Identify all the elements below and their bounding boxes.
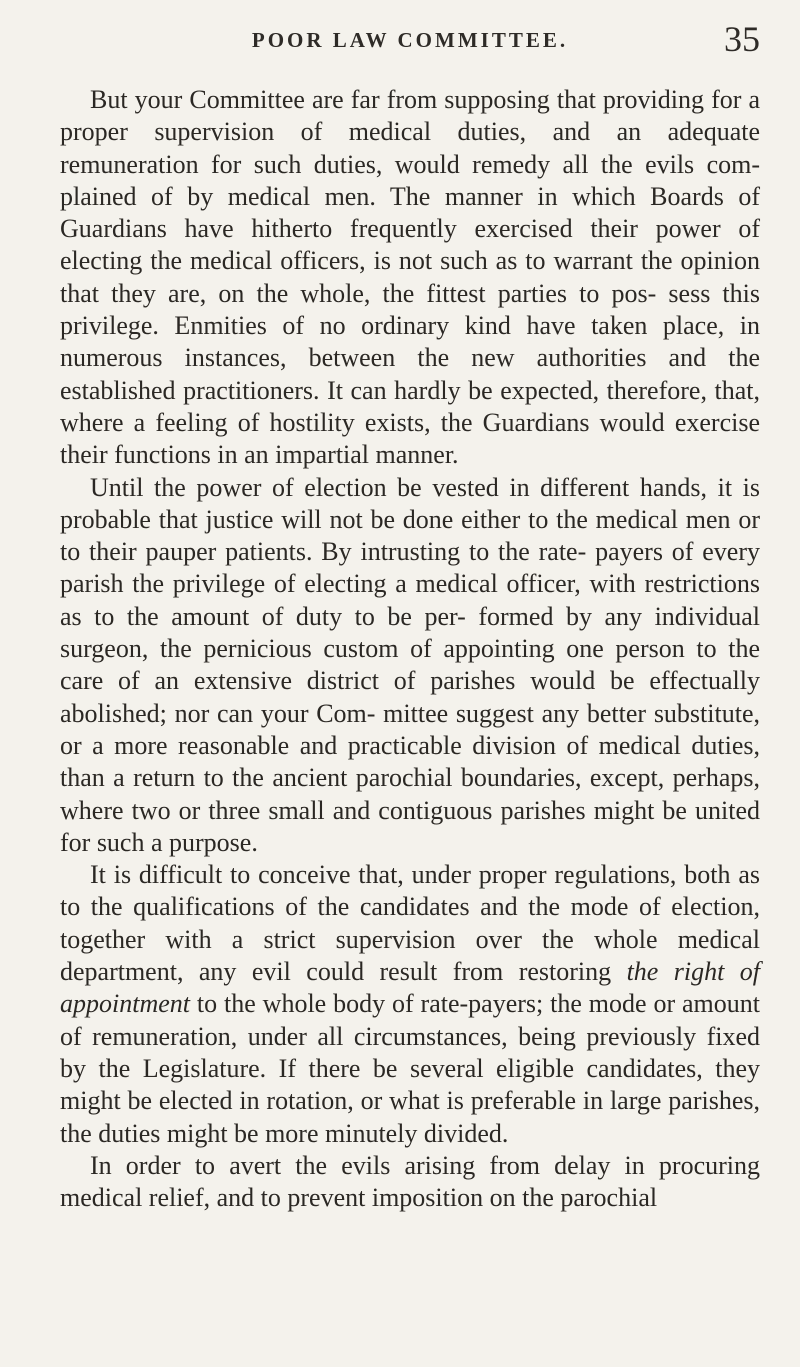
paragraph-1: But your Committee are far from supposing that providing for a proper supervision of medical duties, and an adequate remuneration for such duties, would remedy all the evils com- plained of by medical men. The manner in which Boards of Guardians have hitherto frequently exercised their power of electing the medical officers, is not such as to warrant the opinion that they are, on the whole, the fittest parties to pos- sess this privilege. Enmities of no ordinary kind have taken place, in numerous instances, between the new authorities and the established practitioners. It can hardly be expected, therefore, that, where a feeling of hostility exists, the Guardians would exercise their functions in an impartial manner. [60, 85, 760, 470]
paragraph-2: Until the power of election be vested in different hands, it is probable that justice will not be done either to the medical men or to their pauper patients. By intrusting to the rate- payers of every parish the privilege of electing a medical officer, with restrictions as to the amount of duty to be per- formed by any individual surgeon, the pernicious custom of appointing one person to the care of an extensive district of parishes would be effectually abolished; nor can your Com- mittee suggest any better substitute, or a more reasonable and practicable division of medical duties, than a return to the ancient parochial boundaries, except, perhaps, where two or three small and contiguous parishes might be united for such a purpose. [60, 472, 760, 857]
paragraph-3-start: It is difficult to conceive that, under proper regulations, both as to the qualifications of the candidates and the mode of election, together with a strict supervision over the whole medical department, any evil could result from restoring [60, 860, 760, 987]
paragraph-3-end: to the whole body of rate-payers; the mode or amount of remuneration, under all circumstances, being previously fixed by the Legislature. If there be several eligible candidates, they might be elected in rotation, or what is preferable in large parishes, the duties might be more minutely divided. [60, 989, 760, 1148]
paragraph-4: In order to avert the evils arising from delay in procuring medical relief, and to prevent imposition on the parochial [60, 1150, 760, 1213]
page-number: 35 [724, 19, 760, 59]
running-head [60, 18, 760, 62]
paragraph-3 [60, 859, 760, 1150]
body-text [60, 84, 760, 1214]
running-title: POOR LAW COMMITTEE. [251, 28, 569, 52]
paragraph-3-italic-phrase: the right of appointment [60, 957, 760, 1019]
